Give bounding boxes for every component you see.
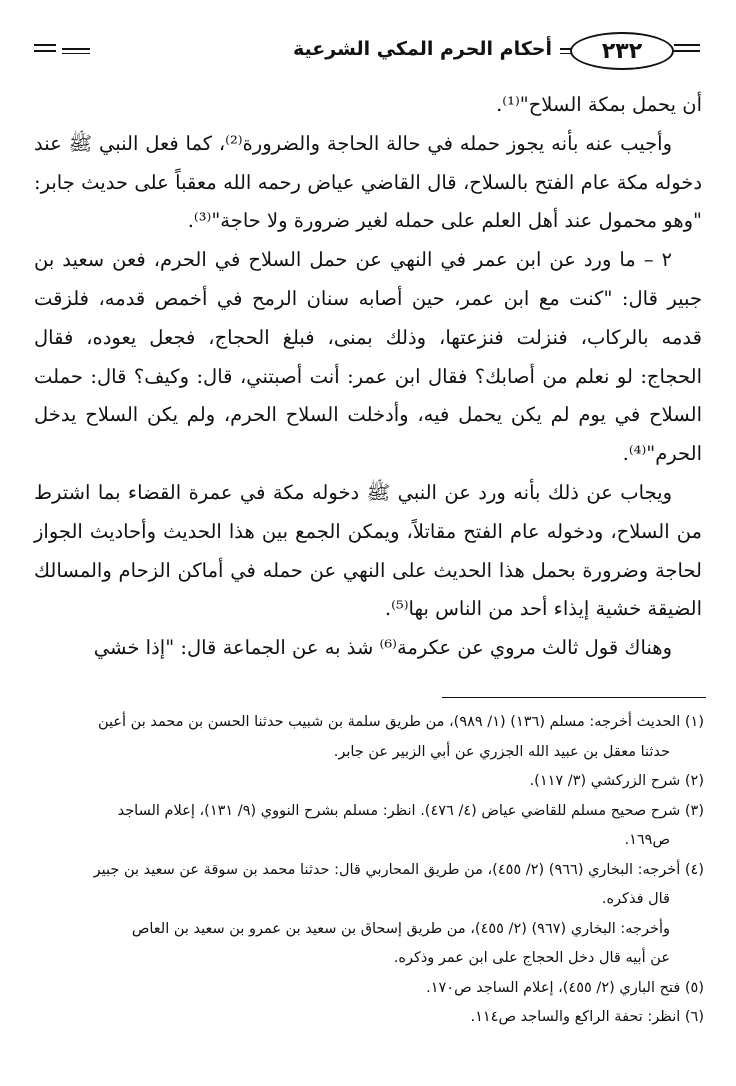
footnote-4-extra-cont: عن أبيه قال دخل الحجاج على ابن عمر وذكره.: [393, 950, 670, 966]
footnote-separator: [442, 697, 706, 698]
footnote-1-cont: حدثنا معقل بن عبيد الله الجزري عن أبي الزبير عن جابر.: [333, 743, 670, 760]
header-ornament-right: [674, 44, 700, 56]
page-header: [30, 28, 706, 72]
page-number: ٢٣٢: [570, 32, 674, 70]
paragraph-3: ٢ – ما ورد عن ابن عمر في النهي عن حمل السلاح في الحرم، فعن سعيد بن جبير قال: "كنت مع ابن عمر، حين أصابه سنان الرمح في أخمص قدمه، فلزقت قدمه بالركاب، فنزلت فنزعتها، وذلك بمنى، فبلغ الحجاج، فجعل يعوده، فقال الحجاج: لو نعلم من أصابك؟ فقال ابن عمر: أنت أصبتني، قال: وكيف؟ قال: حملت السلاح في يوم لم يكن يحمل فيه، وأدخلت السلاح الحرم، ولم يكن السلاح يدخل الحرم"⁽⁴⁾.: [34, 248, 702, 466]
footnote-2: (٢) شرح الزركشي (٣/ ١١٧).: [529, 773, 704, 789]
footnote-5: (٥) فتح الباري (٢/ ٤٥٥)، إعلام الساجد ص١٧٠.: [426, 979, 704, 996]
footnote-4-cont: قال فذكره.: [601, 891, 670, 907]
paragraph-4: ويجاب عن ذلك بأنه ورد عن النبي ﷺ دخوله مكة في عمرة القضاء بما اشترط من السلاح، ودخوله عام الفتح مقاتلاً، ويمكن الجمع بين هذا الحديث وأحاديث الجواز لحاجة وضرورة بحمل هذا الحديث على النهي عن حمله في أماكن الزحام والمسالك الضيقة خشية إيذاء أحد من الناس بها⁽⁵⁾.: [34, 480, 702, 621]
header-ornament-left: [34, 44, 56, 56]
footnote-1: (١) الحديث أخرجه: مسلم (١٣٦) (١/ ٩٨٩)، من طريق سلمة بن شبيب حدثنا الحسن بن محمد بن أعين: [97, 714, 704, 730]
footnote-6: (٦) انظر: تحفة الراكع والساجد ص١١٤.: [470, 1009, 704, 1025]
footnote-3: (٣) شرح صحيح مسلم للقاضي عياض (٤/ ٤٧٦). انظر: مسلم بشرح النووي (٩/ ١٣١)، إعلام الساجد: [117, 802, 704, 819]
footnote-4: (٤) أخرجه: البخاري (٩٦٦) (٢/ ٤٥٥)، من طريق المحاربي قال: حدثنا محمد بن سوقة عن سعيد بن جبير: [93, 861, 704, 878]
paragraph-2: وأجيب عنه بأنه يجوز حمله في حالة الحاجة والضرورة⁽²⁾، كما فعل النبي ﷺ عند دخوله مكة عام الفتح بالسلاح، قال القاضي عياض رحمه الله معقباً على حديث جابر: "وهو محمول عند أهل العلم على حمله لغير ضرورة ولا حاجة"⁽³⁾.: [34, 131, 702, 233]
main-text: [34, 86, 702, 668]
footnotes: [34, 708, 704, 1033]
footnote-3-cont: ص١٦٩.: [624, 832, 670, 848]
footnote-4-extra: وأخرجه: البخاري (٩٦٧) (٢/ ٤٥٥)، من طريق إسحاق بن سعيد بن عمرو بن سعيد بن العاص: [131, 920, 670, 937]
running-title: أحكام الحرم المكي الشرعية: [90, 34, 560, 64]
paragraph-5: وهناك قول ثالث مروي عن عكرمة⁽⁶⁾ شذ به عن الجماعة قال: "إذا خشي: [93, 636, 672, 660]
paragraph-1: أن يحمل بمكة السلاح"⁽¹⁾.: [496, 93, 702, 116]
